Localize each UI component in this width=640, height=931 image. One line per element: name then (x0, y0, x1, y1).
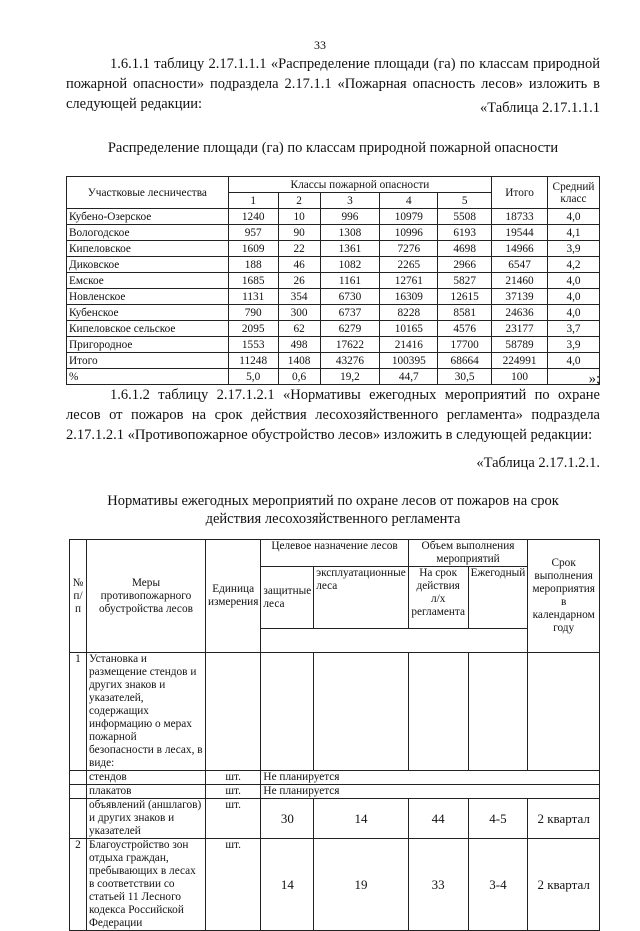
class-value: 62 (278, 321, 320, 337)
class-value: 30,5 (438, 369, 492, 385)
class-value: 6730 (320, 289, 380, 305)
class-value: 17700 (438, 337, 492, 353)
forestry-name: Новленское (67, 289, 229, 305)
total-value: 100 (492, 369, 548, 385)
exploitation-value: 14 (314, 799, 409, 839)
class-value: 17622 (320, 337, 380, 353)
class-value: 2265 (380, 257, 438, 273)
avg-class-value: 4,1 (548, 225, 600, 241)
avg-class-value: 4,0 (548, 289, 600, 305)
class-value: 10996 (380, 225, 438, 241)
measure-text: плакатов (87, 785, 206, 799)
table-row (67, 273, 600, 289)
table1-label: «Таблица 2.17.1.1.1 (479, 100, 600, 116)
class-value: 19,2 (320, 369, 380, 385)
class-value: 7276 (380, 241, 438, 257)
class-number: 4 (380, 193, 438, 209)
fire-protection-table (69, 539, 600, 931)
avg-class-value: 3,7 (548, 321, 600, 337)
table-row-percent (67, 369, 600, 385)
annual-volume-value: 4-5 (468, 799, 528, 839)
class-value: 300 (278, 305, 320, 321)
class-value: 354 (278, 289, 320, 305)
unit-value: шт. (205, 799, 260, 839)
total-value: 24636 (492, 305, 548, 321)
unit-value: шт. (205, 839, 260, 931)
class-value: 11248 (228, 353, 278, 369)
total-value: 37139 (492, 289, 548, 305)
class-value: 6279 (320, 321, 380, 337)
header-classes: Классы пожарной опасности (228, 177, 491, 193)
second-paragraph: 1.6.1.2 таблицу 2.17.1.2.1 «Нормативы ежегодных мероприятий по охране лесов от пожаров на срок действия лесохозяйственного регламента» подраздела 2.17.1.2.1 «Противопожарное обустройство лесов» изложить в следующей редакции: (66, 387, 600, 443)
class-value: 1361 (320, 241, 380, 257)
exploitation-value: 19 (314, 839, 409, 931)
class-value: 2095 (228, 321, 278, 337)
class-value: 8228 (380, 305, 438, 321)
forestry-name: Итого (67, 353, 229, 369)
class-value: 16309 (380, 289, 438, 305)
table2-title-line1: Нормативы ежегодных мероприятий по охране лесов от пожаров на срок (107, 493, 559, 509)
table-row (67, 289, 600, 305)
class-value: 26 (278, 273, 320, 289)
header-unit: Единица измерения (205, 540, 260, 653)
total-value: 21460 (492, 273, 548, 289)
header-forestry: Участковые лесничества (67, 177, 229, 209)
avg-class-value: 4,0 (548, 273, 600, 289)
forestry-name: Диковское (67, 257, 229, 273)
measure-text: Благоустройство зон отдыха граждан, пребывающих в лесах в соответствии со статьей 11 Лесного кодекса Российской Федерации (87, 839, 206, 931)
class-value: 6193 (438, 225, 492, 241)
class-value: 5,0 (228, 369, 278, 385)
table2-label: «Таблица 2.17.1.2.1. (476, 455, 600, 471)
forestry-name: Кубенское (67, 305, 229, 321)
class-value: 498 (278, 337, 320, 353)
class-value: 4576 (438, 321, 492, 337)
unit-value: шт. (205, 785, 260, 799)
deadline-value: 2 квартал (528, 799, 600, 839)
avg-class-value: 4,0 (548, 353, 600, 369)
intro-paragraph: 1.6.1.1 таблицу 2.17.1.1.1 «Распределение площади (га) по классам природной пожарной опасности» подраздела 2.17.1.1 «Пожарная опасность лесов» изложить в следующей редакции: (66, 56, 600, 112)
header-exploitation-forests: эксплуатационные леса (314, 567, 409, 629)
class-value: 4698 (438, 241, 492, 257)
table-row (70, 839, 600, 931)
class-value: 1685 (228, 273, 278, 289)
fire-danger-table (66, 176, 600, 385)
table-row (67, 209, 600, 225)
table-row (67, 337, 600, 353)
measure-text: объявлений (аншлагов) и других знаков и указателей (87, 799, 206, 839)
class-value: 996 (320, 209, 380, 225)
page-number: 33 (314, 38, 326, 52)
not-planned-note: Не планируется (261, 785, 600, 799)
not-planned-note: Не планируется (261, 771, 600, 785)
class-value: 1131 (228, 289, 278, 305)
class-value: 1308 (320, 225, 380, 241)
table-row (70, 653, 600, 771)
class-value: 68664 (438, 353, 492, 369)
table-row (67, 257, 600, 273)
class-value: 10165 (380, 321, 438, 337)
avg-class-value: 4,0 (548, 305, 600, 321)
table-row (70, 771, 600, 785)
class-value: 1082 (320, 257, 380, 273)
class-value: 2966 (438, 257, 492, 273)
class-value: 10 (278, 209, 320, 225)
forestry-name: Емское (67, 273, 229, 289)
header-total: Итого (492, 177, 548, 209)
class-value: 12615 (438, 289, 492, 305)
class-number: 5 (438, 193, 492, 209)
total-value: 18733 (492, 209, 548, 225)
forestry-name: Кипеловское (67, 241, 229, 257)
table2-title-line2: действия лесохозяйственного регламента (205, 511, 461, 527)
class-value: 1161 (320, 273, 380, 289)
table-row (67, 305, 600, 321)
class-number: 3 (320, 193, 380, 209)
forestry-name: Кубено-Озерское (67, 209, 229, 225)
class-number: 1 (228, 193, 278, 209)
header-for-period: На срок действия л/х регламента (408, 567, 468, 629)
class-value: 188 (228, 257, 278, 273)
table-row (70, 799, 600, 839)
protective-value: 14 (261, 839, 314, 931)
header-protective-forests: защитные леса (261, 567, 314, 629)
header-annual: Ежегодный (468, 567, 528, 629)
header-measures: Меры противопожарного обустройства лесов (87, 540, 206, 653)
table1-close-quote: »; (588, 371, 600, 387)
class-value: 90 (278, 225, 320, 241)
protective-value: 30 (261, 799, 314, 839)
class-value: 0,6 (278, 369, 320, 385)
total-value: 6547 (492, 257, 548, 273)
avg-class-value: 3,9 (548, 337, 600, 353)
header-number: № п/п (70, 540, 87, 653)
avg-class-value: 3,9 (548, 241, 600, 257)
total-value: 23177 (492, 321, 548, 337)
table-row (67, 225, 600, 241)
total-value: 19544 (492, 225, 548, 241)
avg-class-value: 4,2 (548, 257, 600, 273)
class-value: 44,7 (380, 369, 438, 385)
class-value: 957 (228, 225, 278, 241)
period-volume-value: 33 (408, 839, 468, 931)
row-number: 1 (70, 653, 87, 771)
annual-volume-value: 3-4 (468, 839, 528, 931)
class-value: 1408 (278, 353, 320, 369)
class-value: 790 (228, 305, 278, 321)
header-volume: Объем выполнения мероприятий (408, 540, 528, 567)
unit-value: шт. (205, 771, 260, 785)
period-volume-value: 44 (408, 799, 468, 839)
class-value: 12761 (380, 273, 438, 289)
class-value: 100395 (380, 353, 438, 369)
class-value: 1609 (228, 241, 278, 257)
class-value: 10979 (380, 209, 438, 225)
class-value: 1240 (228, 209, 278, 225)
header-avg-class: Средний класс (548, 177, 600, 209)
class-value: 43276 (320, 353, 380, 369)
row-number: 2 (70, 839, 87, 931)
table-row (67, 241, 600, 257)
class-value: 5508 (438, 209, 492, 225)
total-value: 224991 (492, 353, 548, 369)
table-row (70, 785, 600, 799)
measure-text: стендов (87, 771, 206, 785)
table-row-total (67, 353, 600, 369)
forestry-name: Вологодское (67, 225, 229, 241)
class-value: 1553 (228, 337, 278, 353)
class-value: 21416 (380, 337, 438, 353)
table-row (67, 321, 600, 337)
forestry-name: Кипеловское сельское (67, 321, 229, 337)
total-value: 58789 (492, 337, 548, 353)
class-value: 8581 (438, 305, 492, 321)
header-deadline: Срок выполнения мероприятия в календарном году (528, 540, 600, 653)
header-target-purpose: Целевое назначение лесов (261, 540, 408, 567)
class-number: 2 (278, 193, 320, 209)
table1-title: Распределение площади (га) по классам природной пожарной опасности (107, 140, 559, 156)
total-value: 14966 (492, 241, 548, 257)
class-value: 5827 (438, 273, 492, 289)
class-value: 22 (278, 241, 320, 257)
class-value: 46 (278, 257, 320, 273)
measure-text: Установка и размещение стендов и других знаков и указателей, содержащих информацию о мерах пожарной безопасности в лесах, в виде: (87, 653, 206, 771)
deadline-value: 2 квартал (528, 839, 600, 931)
avg-class-value: 4,0 (548, 209, 600, 225)
class-value: 6737 (320, 305, 380, 321)
forestry-name: Пригородное (67, 337, 229, 353)
forestry-name: % (67, 369, 229, 385)
